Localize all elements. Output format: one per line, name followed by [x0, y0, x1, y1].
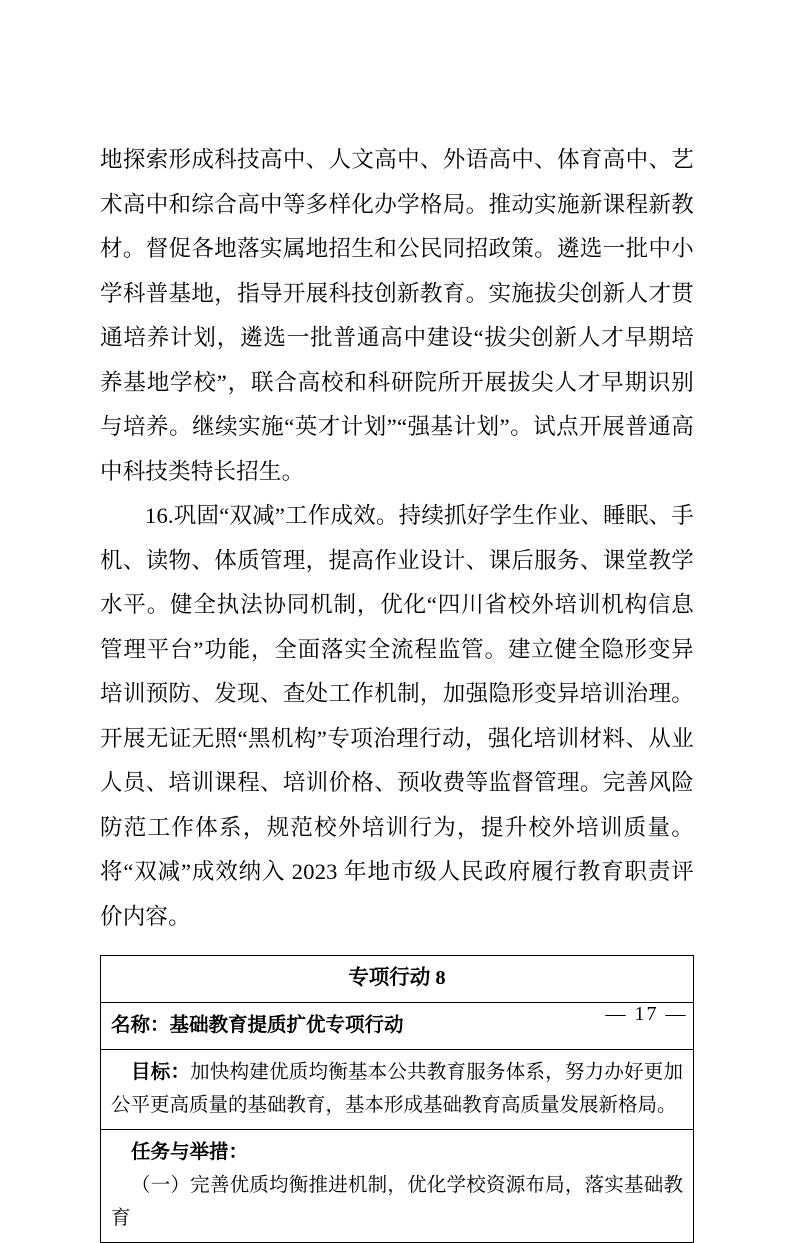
- value-name: 基础教育提质扩优专项行动: [169, 1014, 404, 1036]
- table-title-cell: 专项行动 8: [101, 956, 694, 1003]
- goal-block: [111, 1056, 683, 1122]
- page-content: [100, 138, 694, 1243]
- paragraph-item-16: 16.巩固“双减”工作成效。持续抓好学生作业、睡眠、手机、读物、体质管理，提高作业设计、课后服务、课堂教学水平。健全执法协同机制，优化“四川省校外培训机构信息管理平台”功能，全面落实全流程监管。建立健全隐形变异培训预防、发现、查处工作机制，加强隐形变异培训治理。开展无证无照“黑机构”专项治理行动，强化培训材料、从业人员、培训课程、培训价格、预收费等监督管理。完善风险防范工作体系，规范校外培训行为，提升校外培训质量。将“双减”成效纳入 2023 年地市级人民政府履行教育职责评价内容。: [100, 503, 694, 929]
- page-number: — 17 —: [605, 1003, 688, 1025]
- special-action-table: [100, 955, 694, 1243]
- label-goal: 目标：: [131, 1061, 191, 1083]
- table-row: [101, 1130, 694, 1243]
- table-row: [101, 1050, 694, 1130]
- paragraph-continued: 地探索形成科技高中、人文高中、外语高中、体育高中、艺术高中和综合高中等多样化办学格局。推动实施新课程新教材。督促各地落实属地招生和公民同招政策。遴选一批中小学科普基地，指导开展科技创新教育。实施拔尖创新人才贯通培养计划，遴选一批普通高中建设“拔尖创新人才早期培养基地学校”，联合高校和科研院所开展拔尖人才早期识别与培养。继续实施“英才计划”“强基计划”。试点开展普通高中科技类特长招生。: [100, 147, 694, 484]
- tasks-heading-block: [111, 1136, 683, 1169]
- table-cell-tasks: [101, 1130, 694, 1243]
- value-goal: 加快构建优质均衡基本公共教育服务体系，努力办好更加公平更高质量的基础教育，基本形成基础教育高质量发展新格局。: [111, 1061, 683, 1116]
- label-tasks: 任务与举措：: [131, 1141, 249, 1163]
- label-name: 名称：: [111, 1014, 170, 1036]
- task-item-1: （一）完善优质均衡推进机制，优化学校资源布局，落实基础教育: [111, 1174, 683, 1229]
- table-row-title: [101, 956, 694, 1003]
- table-cell-goal: [101, 1050, 694, 1130]
- page-footer: [0, 1003, 793, 1026]
